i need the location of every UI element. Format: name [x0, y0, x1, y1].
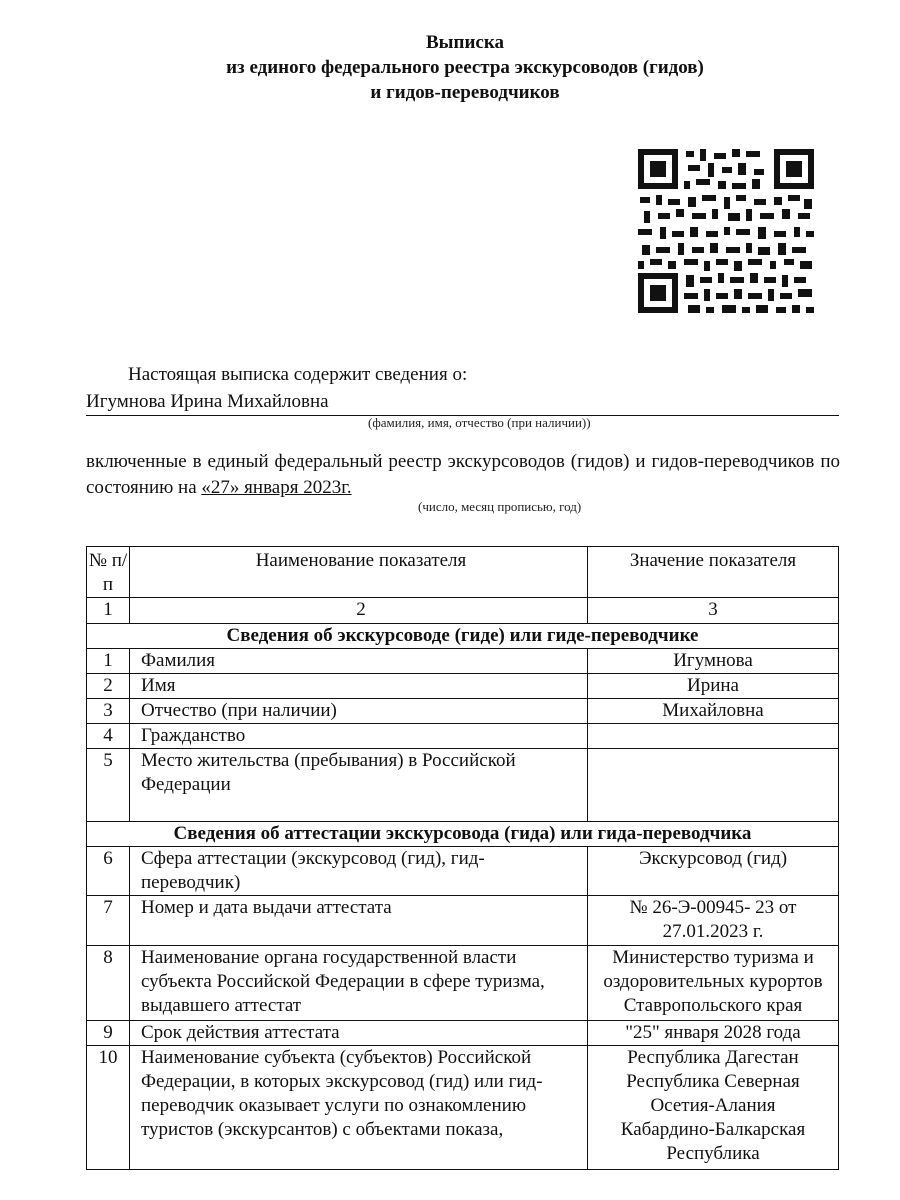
row-indicator: Отчество (при наличии) — [130, 699, 588, 724]
row-indicator: Имя — [130, 674, 588, 699]
row-number: 6 — [87, 847, 130, 896]
row-number: 8 — [87, 946, 130, 1021]
intro-text: Настоящая выписка содержит сведения о: — [128, 364, 468, 385]
header-indicator-value: Значение показателя — [588, 547, 839, 598]
row-value: "25" января 2028 года — [588, 1021, 839, 1046]
column-number-1: 1 — [87, 598, 130, 624]
table-row — [87, 724, 839, 749]
table-row — [87, 699, 839, 724]
registry-paragraph — [86, 449, 840, 501]
header-indicator-name: Наименование показателя — [130, 547, 588, 598]
section-title: Сведения об экскурсоводе (гиде) или гиде-переводчике — [87, 624, 839, 649]
row-value — [588, 749, 839, 822]
document-title — [0, 30, 900, 105]
date-caption: (число, месяц прописью, год) — [418, 499, 582, 514]
row-indicator: Фамилия — [130, 649, 588, 674]
column-number-3: 3 — [588, 598, 839, 624]
row-indicator: Гражданство — [130, 724, 588, 749]
table-row — [87, 896, 839, 946]
name-caption: (фамилия, имя, отчество (при наличии)) — [368, 415, 591, 430]
row-number: 2 — [87, 674, 130, 699]
registry-table — [86, 546, 839, 1170]
row-number: 3 — [87, 699, 130, 724]
row-value: № 26-Э-00945- 23 от 27.01.2023 г. — [588, 896, 839, 946]
column-numbers-row — [87, 598, 839, 624]
row-number: 7 — [87, 896, 130, 946]
table-row — [87, 1046, 839, 1170]
title-line-3: и гидов-переводчиков — [370, 82, 560, 103]
table-row — [87, 749, 839, 822]
person-name: Игумнова Ирина Михайловна — [86, 389, 839, 416]
row-value — [588, 724, 839, 749]
table-row — [87, 674, 839, 699]
title-line-2: из единого федерального реестра экскурсоводов (гидов) — [226, 57, 704, 78]
registry-text: включенные в единый федеральный реестр экскурсоводов (гидов) и гидов-переводчиков по состоянию на — [86, 451, 840, 498]
row-indicator: Сфера аттестации (экскурсовод (гид), гид-переводчик) — [130, 847, 588, 896]
table-row — [87, 946, 839, 1021]
row-indicator: Наименование органа государственной власти субъекта Российской Федерации в сфере туризма, выдавшего аттестат — [130, 946, 588, 1021]
section-header-guide-info — [87, 624, 839, 649]
row-number: 4 — [87, 724, 130, 749]
row-number: 5 — [87, 749, 130, 822]
row-indicator: Номер и дата выдачи аттестата — [130, 896, 588, 946]
title-line-1: Выписка — [426, 32, 504, 53]
column-number-2: 2 — [130, 598, 588, 624]
section-header-attestation — [87, 822, 839, 847]
row-value: Экскурсовод (гид) — [588, 847, 839, 896]
row-value: Министерство туризма и оздоровительных курортов Ставропольского края — [588, 946, 839, 1021]
section-title: Сведения об аттестации экскурсовода (гида) или гида-переводчика — [87, 822, 839, 847]
qr-code — [636, 147, 816, 315]
table-row — [87, 847, 839, 896]
row-value: Ирина — [588, 674, 839, 699]
row-indicator: Наименование субъекта (субъектов) Российской Федерации, в которых экскурсовод (гид) или гид-переводчик оказывает услуги по ознакомлению туристов (экскурсантов) с объектами показа, — [130, 1046, 588, 1170]
row-indicator: Срок действия аттестата — [130, 1021, 588, 1046]
header-number: № п/п — [87, 547, 130, 598]
row-value: Республика Дагестан Республика Северная Осетия-Алания Кабардино-Балкарская Республика — [588, 1046, 839, 1170]
row-number: 9 — [87, 1021, 130, 1046]
row-value: Игумнова — [588, 649, 839, 674]
row-number: 10 — [87, 1046, 130, 1170]
row-indicator: Место жительства (пребывания) в Российской Федерации — [130, 749, 588, 822]
table-header-row — [87, 547, 839, 598]
row-number: 1 — [87, 649, 130, 674]
row-value: Михайловна — [588, 699, 839, 724]
table-row — [87, 649, 839, 674]
registry-date: «27» января 2023г. — [201, 477, 352, 498]
table-row — [87, 1021, 839, 1046]
